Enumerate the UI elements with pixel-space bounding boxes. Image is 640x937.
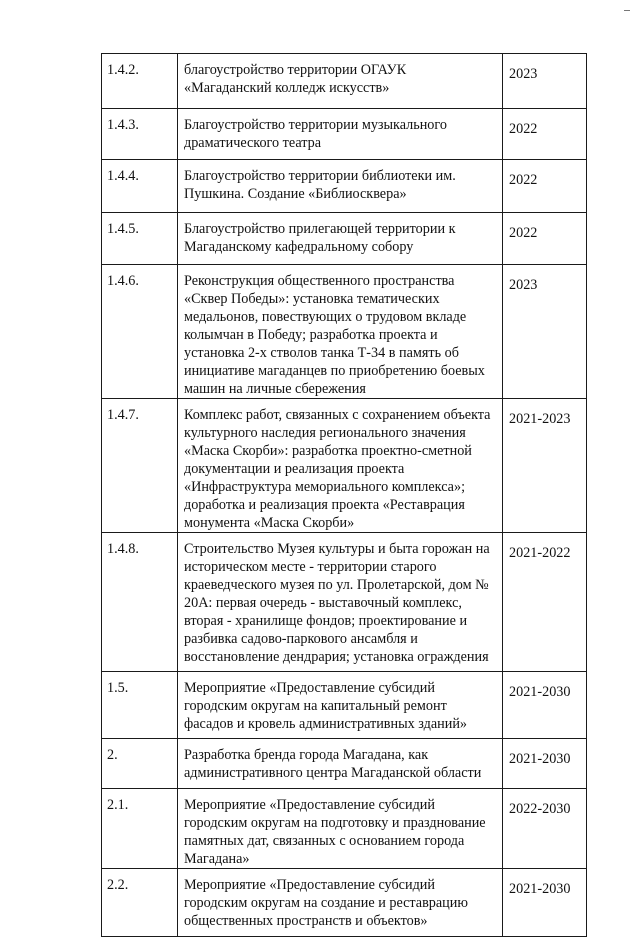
row-year: 2023 bbox=[503, 54, 587, 109]
row-number: 2. bbox=[102, 739, 178, 789]
scan-mark bbox=[624, 10, 630, 11]
row-number: 1.4.2. bbox=[102, 54, 178, 109]
row-description: Благоустройство прилегающей территории к Магаданскому кафедральному собору bbox=[178, 213, 503, 265]
row-description: Реконструкция общественного пространства «Сквер Победы»: установка тематических медальонов, повествующих о трудовом вкладе колымчан в Победу; разработка проекта и установка 2-х стволов танка Т-34 в память об инициативе магаданцев по приобретению боевых машин на личные сбережения bbox=[178, 265, 503, 399]
table-row bbox=[102, 160, 587, 213]
table-row bbox=[102, 672, 587, 739]
measures-table bbox=[101, 53, 587, 937]
row-description: Строительство Музея культуры и быта горожан на историческом месте - территории старого краеведческого музея по ул. Пролетарской, дом № 20А: первая очередь - выставочный комплекс, вторая - хранилище фондов; проектирование и разбивка садово-паркового ансамбля и восстановление дендрария; установка ограждения bbox=[178, 533, 503, 672]
table-row bbox=[102, 739, 587, 789]
row-year: 2022 bbox=[503, 213, 587, 265]
row-year: 2022-2030 bbox=[503, 789, 587, 869]
table-row bbox=[102, 789, 587, 869]
row-year: 2022 bbox=[503, 160, 587, 213]
row-description: Мероприятие «Предоставление субсидий городским округам на создание и реставрацию общественных пространств и объектов» bbox=[178, 869, 503, 937]
row-year: 2021-2030 bbox=[503, 672, 587, 739]
table-row bbox=[102, 265, 587, 399]
row-description: благоустройство территории ОГАУК «Магаданский колледж искусств» bbox=[178, 54, 503, 109]
row-year: 2021-2030 bbox=[503, 869, 587, 937]
table-row bbox=[102, 533, 587, 672]
row-year: 2021-2022 bbox=[503, 533, 587, 672]
row-number: 1.4.8. bbox=[102, 533, 178, 672]
row-number: 1.4.6. bbox=[102, 265, 178, 399]
row-number: 1.5. bbox=[102, 672, 178, 739]
row-number: 2.1. bbox=[102, 789, 178, 869]
table-row bbox=[102, 399, 587, 533]
row-year: 2021-2023 bbox=[503, 399, 587, 533]
table-row bbox=[102, 869, 587, 937]
row-number: 1.4.5. bbox=[102, 213, 178, 265]
row-number: 1.4.7. bbox=[102, 399, 178, 533]
row-year: 2023 bbox=[503, 265, 587, 399]
row-number: 2.2. bbox=[102, 869, 178, 937]
row-description: Мероприятие «Предоставление субсидий городским округам на подготовку и празднование памятных дат, связанных с основанием города Магадана» bbox=[178, 789, 503, 869]
row-description: Разработка бренда города Магадана, как административного центра Магаданской области bbox=[178, 739, 503, 789]
table-row bbox=[102, 54, 587, 109]
table-row bbox=[102, 213, 587, 265]
row-year: 2021-2030 bbox=[503, 739, 587, 789]
row-number: 1.4.4. bbox=[102, 160, 178, 213]
table-row bbox=[102, 109, 587, 160]
row-year: 2022 bbox=[503, 109, 587, 160]
row-description: Благоустройство территории библиотеки им. Пушкина. Создание «Библиосквера» bbox=[178, 160, 503, 213]
row-description: Комплекс работ, связанных с сохранением объекта культурного наследия регионального значения «Маска Скорби»: разработка проектно-сметной документации и реализация проекта «Инфраструктура мемориального комплекса»; доработка и реализация проекта «Реставрация монумента «Маска Скорби» bbox=[178, 399, 503, 533]
row-description: Благоустройство территории музыкального драматического театра bbox=[178, 109, 503, 160]
row-description: Мероприятие «Предоставление субсидий городским округам на капитальный ремонт фасадов и кровель административных зданий» bbox=[178, 672, 503, 739]
row-number: 1.4.3. bbox=[102, 109, 178, 160]
